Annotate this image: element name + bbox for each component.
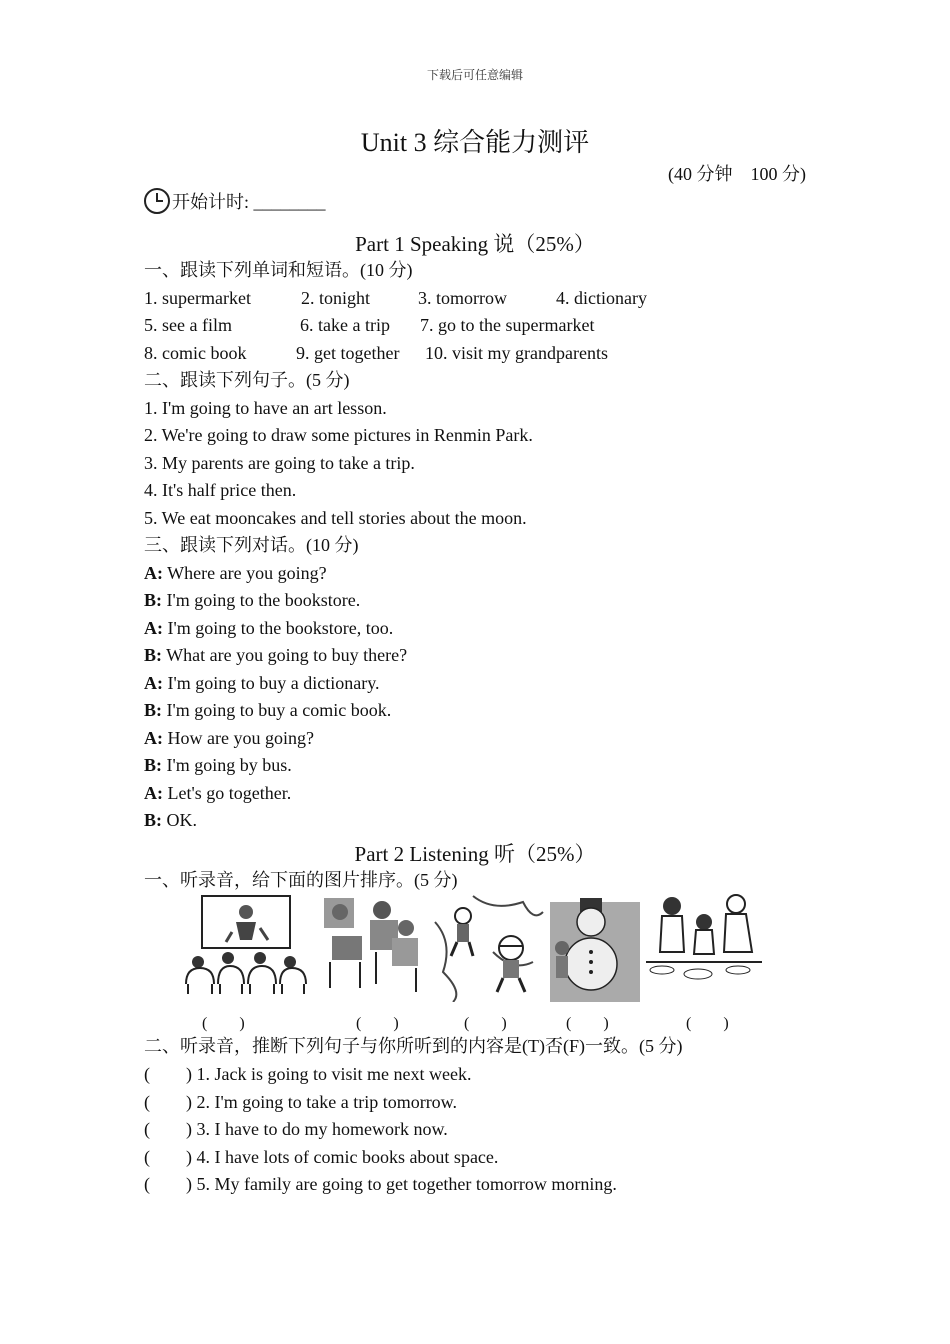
climbing-picture [433, 892, 545, 1002]
word-item: 7. go to the supermarket [420, 315, 595, 335]
speaker-label: A: [144, 728, 163, 748]
snowman-picture [550, 892, 640, 1002]
reading-picture [320, 892, 425, 1002]
speaker-label: B: [144, 810, 162, 830]
dialogue-line [144, 672, 380, 694]
tf-item[interactable]: ( ) 3. I have to do my homework now. [144, 1119, 448, 1139]
dialogue-line [144, 617, 393, 639]
speaker-label: A: [144, 618, 163, 638]
dialogue-text: I'm going to buy a comic book. [162, 700, 392, 720]
dialogue-line [144, 589, 360, 611]
speaker-label: B: [144, 590, 162, 610]
speaker-label: B: [144, 645, 162, 665]
picture-order-blank[interactable]: ( ) [202, 1015, 245, 1032]
part1-heading: Part 1 Speaking 说（25%） [355, 232, 595, 256]
dialogue-text: Let's go together. [163, 783, 292, 803]
dialogue-text: How are you going? [163, 728, 314, 748]
cinema-picture [180, 892, 315, 1002]
word-row [144, 287, 647, 309]
part2-section2-title: 二、听录音，推断下列句子与你所听到的内容是(T)否(F)一致。(5 分) [144, 1036, 683, 1056]
word-item: 5. see a film [144, 315, 232, 335]
word-item: 9. get together [296, 343, 400, 363]
dialogue-line [144, 699, 391, 721]
dialogue-line [144, 727, 314, 749]
word-item: 2. tonight [301, 288, 371, 308]
dialogue-line [144, 809, 197, 831]
dialogue-line [144, 782, 291, 804]
sentence-item: 2. We're going to draw some pictures in Renmin Park. [144, 425, 533, 445]
picture-order-blank[interactable]: ( ) [356, 1015, 399, 1032]
time-score-info: (40 分钟 100 分) [668, 164, 806, 184]
part2-section1-title: 一、听录音，给下面的图片排序。(5 分) [144, 870, 458, 890]
tf-item[interactable]: ( ) 1. Jack is going to visit me next week. [144, 1064, 472, 1084]
tf-item[interactable]: ( ) 5. My family are going to get together tomorrow morning. [144, 1174, 617, 1194]
word-item: 3. tomorrow [418, 288, 507, 308]
part1-section2-title: 二、跟读下列句子。(5 分) [144, 370, 350, 390]
sentence-item: 4. It's half price then. [144, 480, 297, 500]
word-item: 8. comic book [144, 343, 247, 363]
speaker-label: A: [144, 673, 163, 693]
part2-heading: Part 2 Listening 听（25%） [354, 842, 596, 866]
sentence-item: 3. My parents are going to take a trip. [144, 453, 415, 473]
clock-icon [144, 188, 170, 214]
word-item: 1. supermarket [144, 288, 251, 308]
word-item: 6. take a trip [300, 315, 390, 335]
page-title: Unit 3 综合能力测评 [360, 128, 590, 157]
timer-label: 开始计时: ________ [172, 192, 326, 212]
word-item: 10. visit my grandparents [425, 343, 608, 363]
tf-item[interactable]: ( ) 4. I have lots of comic books about space. [144, 1147, 499, 1167]
dialogue-line [144, 644, 407, 666]
timer-row [144, 188, 326, 214]
part1-section3-title: 三、跟读下列对话。(10 分) [144, 535, 359, 555]
word-row [144, 342, 608, 364]
picture-row [180, 892, 770, 1032]
dialogue-text: I'm going to buy a dictionary. [163, 673, 380, 693]
dialogue-line [144, 754, 292, 776]
dialogue-text: I'm going to the bookstore, too. [163, 618, 394, 638]
word-row [144, 314, 594, 336]
page-header: 下载后可任意编辑 [426, 68, 523, 82]
speaker-label: A: [144, 563, 163, 583]
part1-section1-title: 一、跟读下列单词和短语。(10 分) [144, 260, 413, 280]
speaker-label: A: [144, 783, 163, 803]
sentence-item: 1. I'm going to have an art lesson. [144, 398, 387, 418]
dialogue-text: OK. [162, 810, 197, 830]
picture-order-blank[interactable]: ( ) [464, 1015, 507, 1032]
speaker-label: B: [144, 755, 162, 775]
sentence-item: 5. We eat mooncakes and tell stories about the moon. [144, 508, 527, 528]
dialogue-line [144, 562, 327, 584]
tf-item[interactable]: ( ) 2. I'm going to take a trip tomorrow. [144, 1092, 458, 1112]
speaker-label: B: [144, 700, 162, 720]
word-item: 4. dictionary [556, 288, 647, 308]
dialogue-text: What are you going to buy there? [162, 645, 408, 665]
dialogue-text: I'm going by bus. [162, 755, 292, 775]
dialogue-text: I'm going to the bookstore. [162, 590, 361, 610]
picture-order-blank[interactable]: ( ) [566, 1015, 609, 1032]
picture-order-blank[interactable]: ( ) [686, 1015, 729, 1032]
family-picture [642, 892, 767, 1002]
dialogue-text: Where are you going? [163, 563, 327, 583]
